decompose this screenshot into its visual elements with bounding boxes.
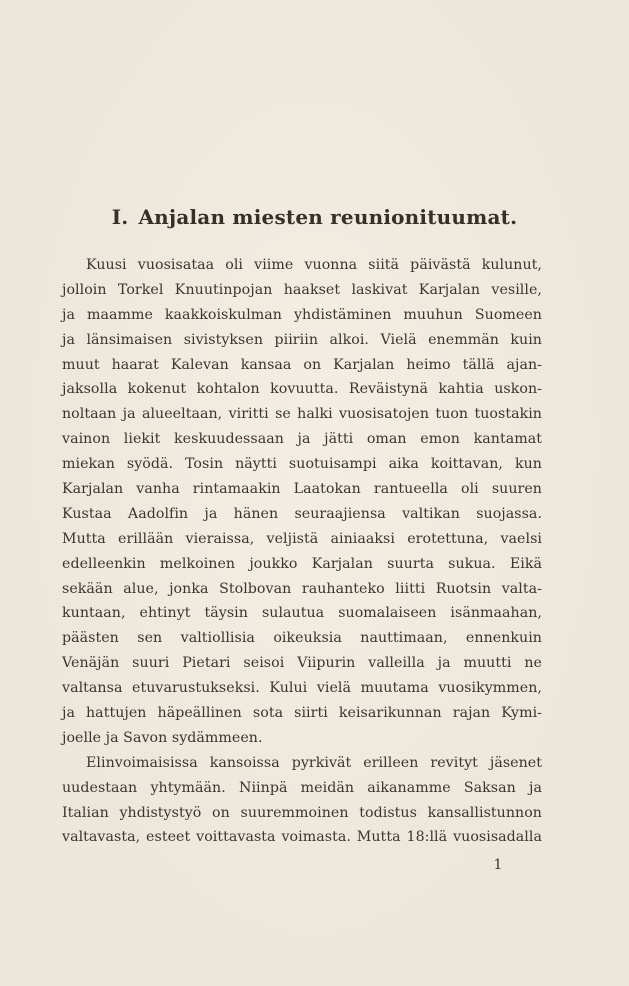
text-line: jolloin Torkel Knuutinpojan haakset laskivat Karjalan vesille, [62,281,542,298]
text-line: ja maamme kaakkoiskulman yhdistäminen muuhun Suomeen [62,306,542,323]
text-line: joelle ja Savon sydämmeen. [62,729,263,746]
text-line: muut haarat Kalevan kansaa on Karjalan heimo tällä ajan- [62,356,542,373]
text-line: edelleenkin melkoinen joukko Karjalan suurta sukua. Eikä [62,555,542,572]
text-line: Kustaa Aadolfin ja hänen seuraajiensa valtikan suojassa. [62,505,542,522]
text-line: miekan syödä. Tosin näytti suotuisampi aika koittavan, kun [62,456,542,473]
text-line: Mutta erillään vieraissa, veljistä ainiaaksi erotettuna, vaelsi [62,530,542,547]
text-line: sekään alue, jonka Stolbovan rauhanteko liitti Ruotsin valta- [62,580,542,597]
text-line: Karjalan vanha rintamaakin Laatokan rantueella oli suuren [62,481,542,498]
text-line: Venäjän suuri Pietari seisoi Viipurin valleilla ja muutti ne [62,655,542,672]
text-line: Italian yhdistystyö on suuremmoinen todistus kansallistunnon [62,804,542,821]
text-line: noltaan ja alueeltaan, viritti se halki vuosisatojen tuon tuostakin [62,406,542,423]
text-line: valtavasta, esteet voittavasta voimasta. Mutta 18:llä vuosisadalla [62,829,542,846]
text-line: ja hattujen häpeällinen sota siirti keisarikunnan rajan Kymi- [62,705,542,722]
text-line: jaksolla kokenut kohtalon kovuutta. Reväistynä kahtia uskon- [62,381,542,398]
text-line: uudestaan yhtymään. Niinpä meidän aikanamme Saksan ja [62,779,542,796]
text-line: ja länsimaisen sivistyksen piiriin alkoi. Vielä enemmän kuin [62,331,542,348]
text-line: vainon liekit keskuudessaan ja jätti oman emon kantamat [62,431,542,448]
text-line: päästen sen valtiollisia oikeuksia nauttimaan, ennenkuin [62,630,542,647]
chapter-heading [60,205,569,229]
text-line: valtansa etuvarustukseksi. Kului vielä muutama vuosikymmen, [62,680,542,697]
page-number: 1 [493,857,503,873]
text-line: kuntaan, ehtinyt täysin sulautua suomalaiseen isänmaahan, [62,605,542,622]
body-text [62,253,542,850]
text-line: Kuusi vuosisataa oli viime vuonna siitä päivästä kulunut, [86,257,542,273]
chapter-title: Anjalan miesten reunionituumat. [138,205,518,229]
chapter-number: I. [111,205,129,229]
text-line: Elinvoimaisissa kansoissa pyrkivät erilleen revityt jäsenet [86,754,542,771]
